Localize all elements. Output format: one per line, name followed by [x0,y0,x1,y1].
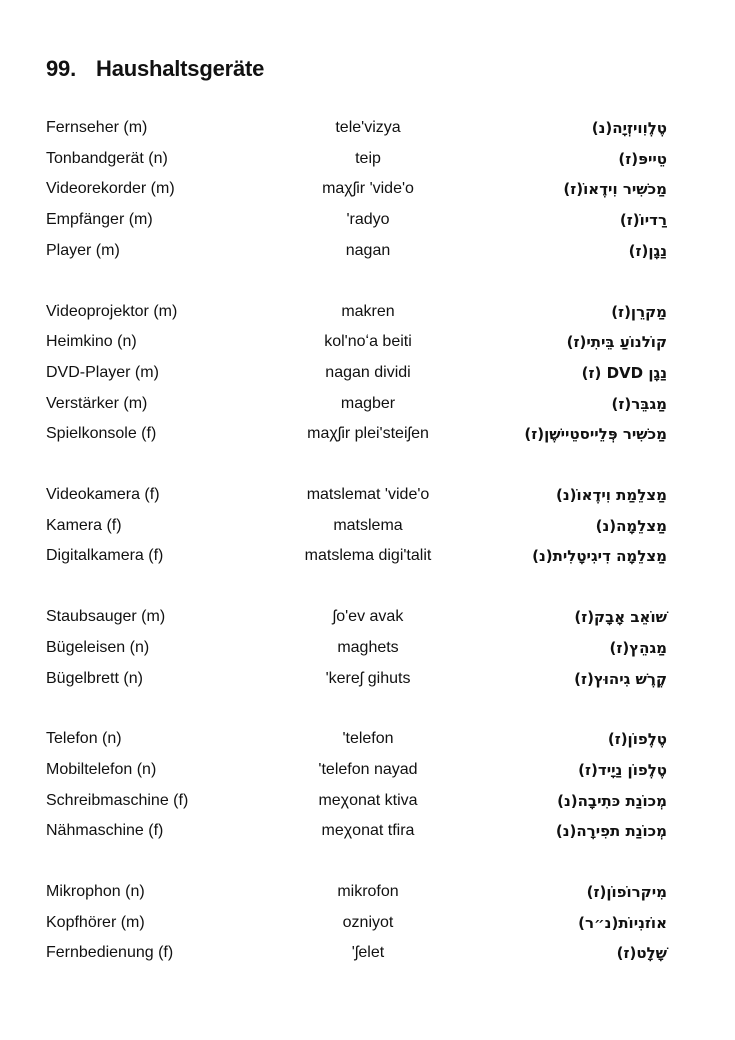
transliteration: ozniyot [342,913,394,931]
german-term: Fernseher (m) [46,119,148,136]
vocabulary-row [0,208,735,232]
transliteration: 'radyo [346,211,390,229]
transliteration: magber [340,394,396,412]
german-term: DVD-Player (m) [46,363,159,381]
vocabulary-row [0,361,735,385]
transliteration: tele'vizya [335,119,401,136]
transliteration: makren [341,302,395,320]
vocabulary-row [0,941,735,965]
german-term: Player (m) [46,241,120,259]
chapter-title: Haushaltsgeräte [96,56,265,81]
german-term: Fernbedienung (f) [46,944,174,962]
transliteration: ʃo'ev avak [332,608,404,626]
hebrew-term: אוֹזנִיוֹת(נ״ר) [578,913,667,932]
hebrew-term: מְכוֹנַת כּתִיבָה(נ) [557,791,667,810]
vocabulary-row [0,116,735,140]
german-term: Mikrophon (n) [46,883,145,900]
vocabulary-row [0,300,735,324]
hebrew-term: טֵייפּ(ז) [618,149,667,168]
hebrew-term: נַגָן DVD (ז) [581,363,667,382]
hebrew-term: מַקרֵן(ז) [611,302,667,321]
vocabulary-row [0,544,735,568]
hebrew-term: נַגָן(ז) [628,241,667,260]
hebrew-term: מַגהֵץ(ז) [609,638,667,657]
vocabulary-row [0,636,735,660]
hebrew-term: רַדיוֹ(ז) [619,211,667,230]
german-term: Empfänger (m) [46,211,153,229]
hebrew-term: שָׁלָט(ז) [616,944,667,963]
hebrew-term: שׁוֹאֵב אָבָק(ז) [574,608,667,627]
hebrew-term: קֶרֶשׁ גִיהוּץ(ז) [574,669,667,688]
hebrew-term: מַצלֵמַת וִידֶאוֹ(נ) [555,486,667,504]
hebrew-term: מִיקרוֹפוֹן(ז) [586,883,667,901]
transliteration: mikrofon [337,883,399,900]
page-title [46,56,264,82]
hebrew-term: טֶלֶפוֹן(ז) [607,730,667,749]
transliteration: meχonat ktiva [318,791,418,809]
vocabulary-row [0,727,735,751]
transliteration: matslemat 'vide'o [306,486,430,503]
german-term: Telefon (n) [46,730,122,748]
transliteration: kol'noʻa beiti [324,333,412,351]
german-term: Spielkonsole (f) [46,425,157,443]
transliteration: meχonat tfira [321,822,415,840]
vocabulary-row [0,239,735,263]
transliteration: 'kereʃ gihuts [325,669,411,687]
transliteration: maghets [337,638,399,656]
hebrew-term: מְכוֹנַת תפִירָה(נ) [555,822,667,841]
hebrew-term: מַצלֵמָה(נ) [595,516,667,535]
german-term: Bügeleisen (n) [46,638,150,656]
german-term: Videokamera (f) [46,486,160,503]
transliteration: matslema digi'talit [304,547,432,565]
german-term: Schreibmaschine (f) [46,791,189,809]
vocabulary-row [0,483,735,507]
vocabulary-row [0,758,735,782]
vocabulary-row [0,392,735,416]
vocabulary-row [0,819,735,843]
hebrew-term: מַצלֵמָה דִיגִיטָלִית(נ) [532,547,667,566]
german-term: Videorekorder (m) [46,180,175,198]
german-term: Mobiltelefon (n) [46,760,157,778]
german-term: Digitalkamera (f) [46,547,164,565]
german-term: Kopfhörer (m) [46,913,145,931]
transliteration: nagan dividi [325,363,411,381]
transliteration: 'telefon nayad [318,760,418,778]
vocabulary-row [0,147,735,171]
german-term: Staubsauger (m) [46,608,166,626]
hebrew-term: מַגבֵּר(ז) [611,394,667,413]
vocabulary-row [0,422,735,446]
german-term: Bügelbrett (n) [46,669,143,687]
vocabulary-row [0,911,735,935]
hebrew-term: מַכשִׁיר פְּלֵייסטֵיישֶׁן(ז) [524,425,667,444]
transliteration: maχʃir 'vide'o [322,180,414,198]
chapter-number: 99. [46,56,76,81]
hebrew-term: מַכשִׁיר וִידֶאוֹ(ז) [563,180,667,199]
german-term: Tonbandgerät (n) [46,149,168,167]
hebrew-term: טֶלֶוִויזְיָה(נ) [591,119,667,137]
vocabulary-row [0,667,735,691]
german-term: Verstärker (m) [46,394,148,412]
transliteration: 'telefon [342,730,394,748]
german-term: Videoprojektor (m) [46,302,178,320]
transliteration: teip [355,149,381,167]
transliteration: matslema [333,516,403,534]
transliteration: nagan [345,241,391,259]
vocabulary-row [0,177,735,201]
transliteration: 'ʃelet [351,944,385,962]
hebrew-term: טֶלֶפוֹן נַיָיד(ז) [578,760,667,779]
german-term: Nähmaschine (f) [46,822,164,840]
german-term: Kamera (f) [46,516,122,534]
german-term: Heimkino (n) [46,333,137,351]
vocabulary-row [0,330,735,354]
vocabulary-row [0,880,735,904]
transliteration: maχʃir plei'steiʃen [307,425,429,443]
hebrew-term: קוֹלנוֹעַ בֵּיתִי(ז) [566,333,667,352]
vocabulary-row [0,605,735,629]
vocabulary-row [0,789,735,813]
vocabulary-row [0,514,735,538]
